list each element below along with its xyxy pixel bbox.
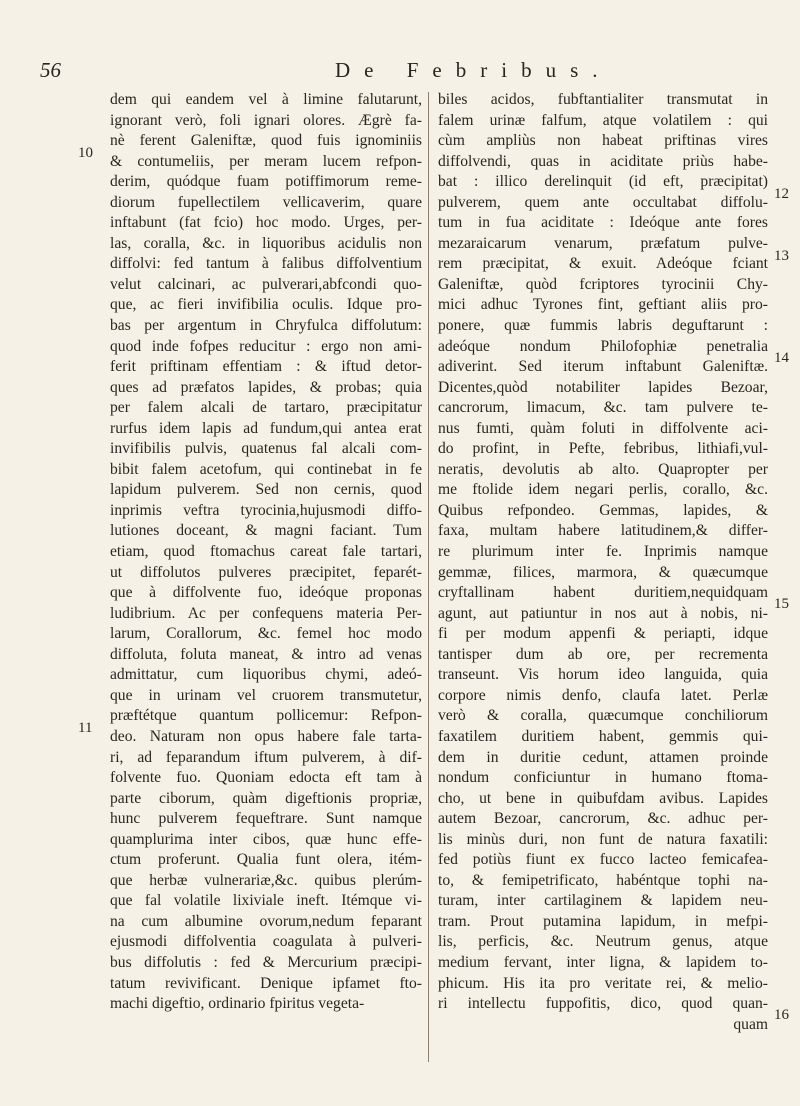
running-head: De Febribus. [335, 58, 612, 82]
text-line: derim, quódque fuam potiffimorum reme- [110, 173, 422, 191]
text-line: nè ferent Galeniftæ, quod fuis ignominiis [110, 132, 422, 150]
text-line: Dicentes,quòd notabiliter lapides Bezoar, [438, 378, 768, 396]
text-line: dem in duritie cedunt, attamen proinde [438, 748, 768, 766]
text-line: larum, Corallorum, &c. femel hoc modo [110, 625, 422, 643]
text-line: folvente fuo. Quoniam edocta eft tam à [110, 769, 422, 787]
text-line: per falem alcali de tartaro, præcipitatur [110, 399, 422, 417]
text-line: præftétque quantum pollicemur: Refpon- [110, 707, 422, 725]
text-line: bas per argentum in Chryfulca diffolutum: [110, 317, 422, 335]
text-line: nondum conficiuntur in humano ftoma- [438, 769, 768, 787]
text-line: tum in fua aciditate : Ideóque ante fores [438, 214, 768, 232]
text-line: phicum. His ita pro veritate rei, & melio- [438, 974, 768, 992]
text-line: inprimis veftra tyrocinia,hujusmodi diffo- [110, 501, 422, 519]
text-line: que, ac fieri invifibilia oculis. Idque pro- [110, 296, 422, 314]
text-line: parte ciborum, quàm digeftionis propriæ, [110, 789, 422, 807]
text-line: verò & coralla, quæcumque conchiliorum [438, 707, 768, 725]
text-line: faxatilem duritiem habent, gemmis qui- [438, 727, 768, 745]
text-line: bibit falem acetofum, qui continebat in fe [110, 460, 422, 478]
margin-number: 15 [774, 596, 789, 612]
text-line: rem præcipitat, & exuit. Adeóque fciant [438, 255, 768, 273]
text-line: machi digeftio, ordinario fpiritus vegeta- [110, 995, 365, 1013]
text-line: tatum revivificant. Denique ipfamet fto- [110, 974, 422, 992]
text-line: na cum albumine ovorum,nedum feparant [110, 912, 422, 930]
text-line: lutiones doceant, & magni faciant. Tum [110, 522, 422, 540]
text-line: ut diffolutos pulveres præcipitet, feparét- [110, 563, 422, 581]
text-line: quamplurima inter cibos, quæ hunc effe- [110, 830, 422, 848]
text-line: faxa, multam habere latitudinem,& differ- [438, 522, 768, 540]
text-line: fi per modum appenfi & periapti, idque [438, 625, 768, 643]
text-line: dem qui eandem vel à limine falutarunt, [110, 91, 422, 108]
margin-number: 11 [78, 720, 93, 736]
column-divider [428, 92, 429, 1062]
text-line: diffolvendi, quas in aciditate priùs habe- [438, 152, 768, 170]
text-line: ri intellectu fuppofitis, dico, quod quan- [438, 995, 768, 1013]
text-line: hunc pulverem fequeftrare. Sunt namque [110, 810, 422, 828]
text-line: ctum proferunt. Qualia funt olera, itém- [110, 851, 422, 869]
text-line: adeóque nondum Philofophiæ penetralia [438, 337, 768, 355]
text-line: me ftolide idem negari perlis, corallo, &c. [438, 481, 768, 499]
text-line: biles acidos, fubftantialiter transmutat in [438, 91, 768, 108]
text-line: velut calcinari, ac pulverari,abfcondi quo- [110, 275, 422, 293]
text-line: las, coralla, &c. in liquoribus acidulis non [110, 234, 422, 252]
margin-number: 12 [774, 186, 789, 202]
text-line: lapidum pulverem. Sed non cernis, quod [110, 481, 422, 499]
text-line: tantisper dum ab ore, per recrementa [438, 645, 768, 663]
text-line: mezaraicarum venarum, præfatum pulve- [438, 234, 768, 252]
text-line: autem Bezoar, cancrorum, &c. adhuc per- [438, 810, 768, 828]
page-header [40, 58, 790, 86]
text-line: cùm ampliùs non habeat priftinas vires [438, 132, 768, 150]
text-line: cryftallinam habent duritiem,nequidquam [438, 584, 768, 602]
left-text-column [110, 90, 422, 1015]
text-line: pulverem, quem ante occultabat diffolu- [438, 193, 768, 211]
margin-number: 14 [774, 350, 789, 366]
text-line: mici adhuc Tyrones fint, geftiant aliis pro- [438, 296, 768, 314]
text-line: adiverint. Sed iterum inftabunt Galeniftæ. [438, 358, 768, 376]
text-line: ferit priftinam effentiam : & iftud detor- [110, 358, 422, 376]
text-line: que fal volatile lixiviale ineft. Itémque vi- [110, 892, 422, 910]
text-line: falem urinæ falfum, atque volatilem : qui [438, 111, 768, 129]
text-line: ponere, quæ fummis labris deguftarunt : [438, 317, 768, 335]
text-line: turam, inter cartilaginem & lapidem neu- [438, 892, 768, 910]
text-line: admittatur, cum liquoribus chymi, adeó- [110, 666, 422, 684]
text-line: Galeniftæ, quòd fcriptores tyrocinii Chy- [438, 275, 768, 293]
text-line: quod inde fofpes reducitur : ergo non ami- [110, 337, 422, 355]
text-line: Quibus refpondeo. Gemmas, lapides, & [438, 501, 768, 519]
text-line: neratis, devolutis ab alto. Quapropter per [438, 460, 768, 478]
text-line: tram. Prout putamina lapidum, in mefpi- [438, 912, 768, 930]
text-line: ignorant verò, foli ignari olores. Ægrè fa- [110, 111, 422, 129]
text-line: lis minùs duri, non funt de natura faxatili: [438, 830, 768, 848]
text-line: bat : illico derelinquit (id eft, præcipitat) [438, 173, 768, 191]
text-line: re plurimum inter fe. Inprimis namque [438, 543, 768, 561]
text-line: fed potiùs fiunt ex fucco lacteo femicafea- [438, 851, 768, 869]
margin-number: 10 [78, 145, 93, 161]
text-line: que in urinam vel cruorem transmutetur, [110, 686, 422, 704]
text-line: ques ad præfatos lapides, & probas; quia [110, 378, 422, 396]
page-number: 56 [40, 58, 61, 82]
text-line: ejusmodi diffolventia coagulata à pulveri- [110, 933, 422, 951]
text-line: etiam, quod ftomachus careat fale tartari, [110, 543, 422, 561]
text-line: do profint, in Pefte, febribus, lithiafi,vul- [438, 440, 768, 458]
text-line: transeunt. Vis horum ideo languida, quia [438, 666, 768, 684]
right-text-column [438, 90, 768, 1035]
text-line: nus fumti, quàm foluti in diffolvente aci- [438, 419, 768, 437]
margin-number: 16 [774, 1007, 789, 1023]
text-line: inftabunt (fat fcio) hoc modo. Urges, per- [110, 214, 422, 232]
text-line: diffolvi: fed tantum à falibus diffolventium [110, 255, 422, 273]
text-line: deo. Naturam non opus habere fale tarta- [110, 727, 422, 745]
margin-number: 13 [774, 248, 789, 264]
text-line: ri, ad feparandum iftum pulverem, à dif- [110, 748, 422, 766]
text-line: & contumeliis, per meram lucem refpon- [110, 152, 422, 170]
text-line: cho, ut bene in quibufdam avibus. Lapides [438, 789, 768, 807]
text-line: ludibrium. Ac per confequens materia Per- [110, 604, 422, 622]
text-line: que à diffolvente fuo, ideóque proponas [110, 584, 422, 602]
text-line: diffoluta, foluta maneat, & intro ad venas [110, 645, 422, 663]
catchword: quam [733, 1015, 768, 1033]
text-line: bus diffolutis : fed & Mercurium præcipi- [110, 953, 422, 971]
text-line: agunt, aut patiuntur in nos aut à nobis, ni- [438, 604, 768, 622]
text-line: gemmæ, filices, marmora, & quæcumque [438, 563, 768, 581]
text-line: corpore nimis denfo, claufa latet. Perlæ [438, 686, 768, 704]
text-line: invifibilis pulvis, quatenus fal alcali com- [110, 440, 422, 458]
text-line: medium fervant, inter ligna, & lapidem to- [438, 953, 768, 971]
text-line: cancrorum, limacum, &c. tam pulvere te- [438, 399, 768, 417]
text-line: que herbæ vulnerariæ,&c. quibus plerúm- [110, 871, 422, 889]
text-line: lis, perficis, &c. Neutrum genus, atque [438, 933, 768, 951]
text-line: to, & femipetrificato, habéntque tophi na- [438, 871, 768, 889]
text-line: diorum fupellectilem vellicaverim, quare [110, 193, 422, 211]
text-line: rurfus idem lapis ad fundum,qui antea erat [110, 419, 422, 437]
